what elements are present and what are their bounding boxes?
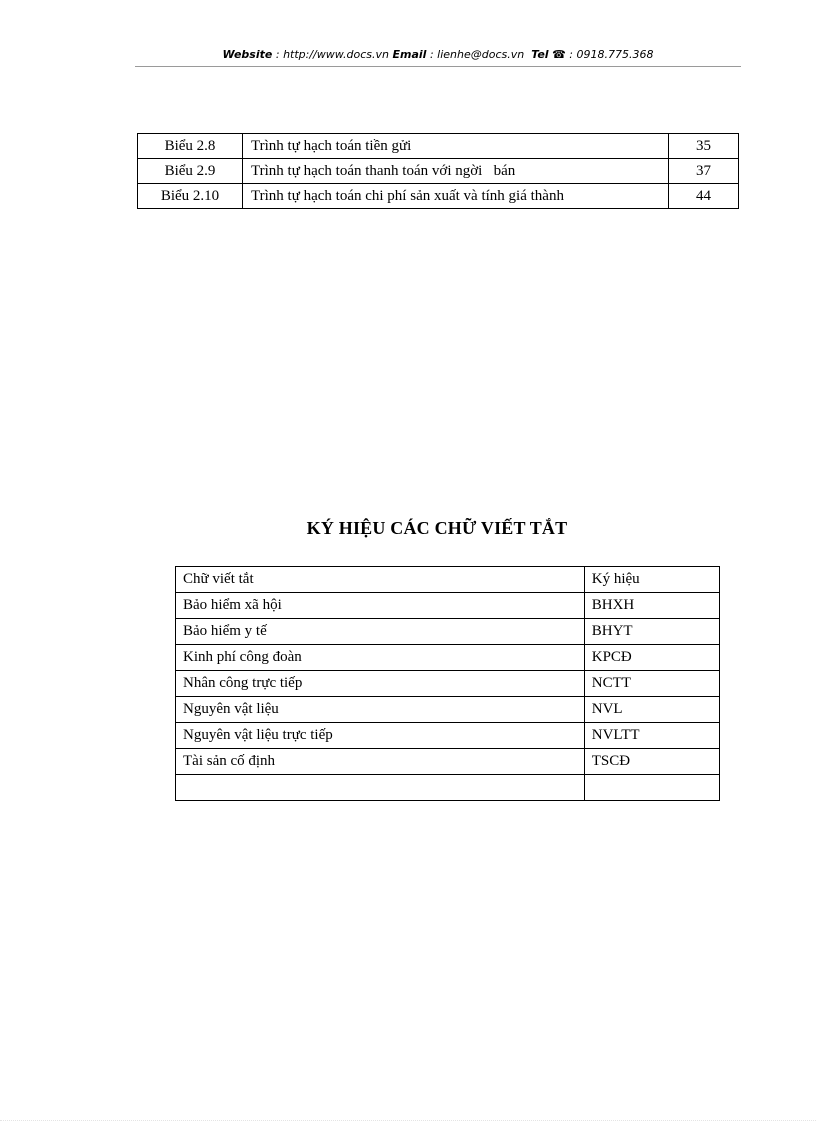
abbr-full-text: Tài sản cố định: [176, 749, 585, 775]
column-header-abbr: Ký hiệu: [584, 567, 719, 593]
column-header-full: Chữ viết tắt: [176, 567, 585, 593]
table-row: [176, 645, 720, 671]
abbr-code: KPCĐ: [584, 645, 719, 671]
phone-icon: ☎: [552, 48, 566, 61]
table-row: [176, 749, 720, 775]
tel-separator: :: [565, 48, 577, 61]
abbr-full-text: Bảo hiểm y tế: [176, 619, 585, 645]
figure-list-table: [137, 133, 739, 209]
table-row: [176, 619, 720, 645]
figure-page: 35: [669, 134, 739, 159]
page-header: [135, 46, 741, 67]
email-separator: :: [426, 48, 438, 61]
table-row: [138, 134, 739, 159]
figure-number: Biểu 2.8: [138, 134, 243, 159]
website-url[interactable]: http://www.docs.vn: [283, 48, 390, 61]
abbreviations-table: [175, 566, 720, 801]
page-bottom-divider: [0, 1120, 816, 1121]
website-label: Website: [222, 48, 273, 61]
abbr-code: TSCĐ: [584, 749, 719, 775]
abbr-full-text: [176, 775, 585, 801]
table-row: [176, 775, 720, 801]
figure-page: 37: [669, 159, 739, 184]
abbr-code: BHYT: [584, 619, 719, 645]
abbr-full-text: Nguyên vật liệu trực tiếp: [176, 723, 585, 749]
abbr-code: BHXH: [584, 593, 719, 619]
abbr-code: NVLTT: [584, 723, 719, 749]
tel-label: Tel: [531, 48, 549, 61]
figure-number: Biểu 2.10: [138, 184, 243, 209]
figure-number: Biểu 2.9: [138, 159, 243, 184]
table-row: [176, 723, 720, 749]
email-address[interactable]: lienhe@docs.vn: [437, 48, 525, 61]
table-row: [138, 184, 739, 209]
abbr-full-text: Nhân công trực tiếp: [176, 671, 585, 697]
table-header-row: [176, 567, 720, 593]
table-row: [176, 593, 720, 619]
website-separator: :: [272, 48, 284, 61]
abbr-full-text: Bảo hiểm xã hội: [176, 593, 585, 619]
table-row: [138, 159, 739, 184]
email-label: Email: [392, 48, 427, 61]
abbr-full-text: Kinh phí công đoàn: [176, 645, 585, 671]
figure-page: 44: [669, 184, 739, 209]
table-row: [176, 671, 720, 697]
table-row: [176, 697, 720, 723]
abbr-code: NVL: [584, 697, 719, 723]
abbr-code: [584, 775, 719, 801]
abbr-code: NCTT: [584, 671, 719, 697]
phone-number: 0918.775.368: [576, 48, 654, 61]
abbr-full-text: Nguyên vật liệu: [176, 697, 585, 723]
figure-title: Trình tự hạch toán chi phí sản xuất và tính giá thành: [243, 184, 669, 209]
abbreviations-heading: KÝ HIỆU CÁC CHỮ VIẾT TẮT: [306, 518, 568, 538]
figure-title: Trình tự hạch toán thanh toán với ngời bán: [243, 159, 669, 184]
figure-title: Trình tự hạch toán tiền gửi: [243, 134, 669, 159]
